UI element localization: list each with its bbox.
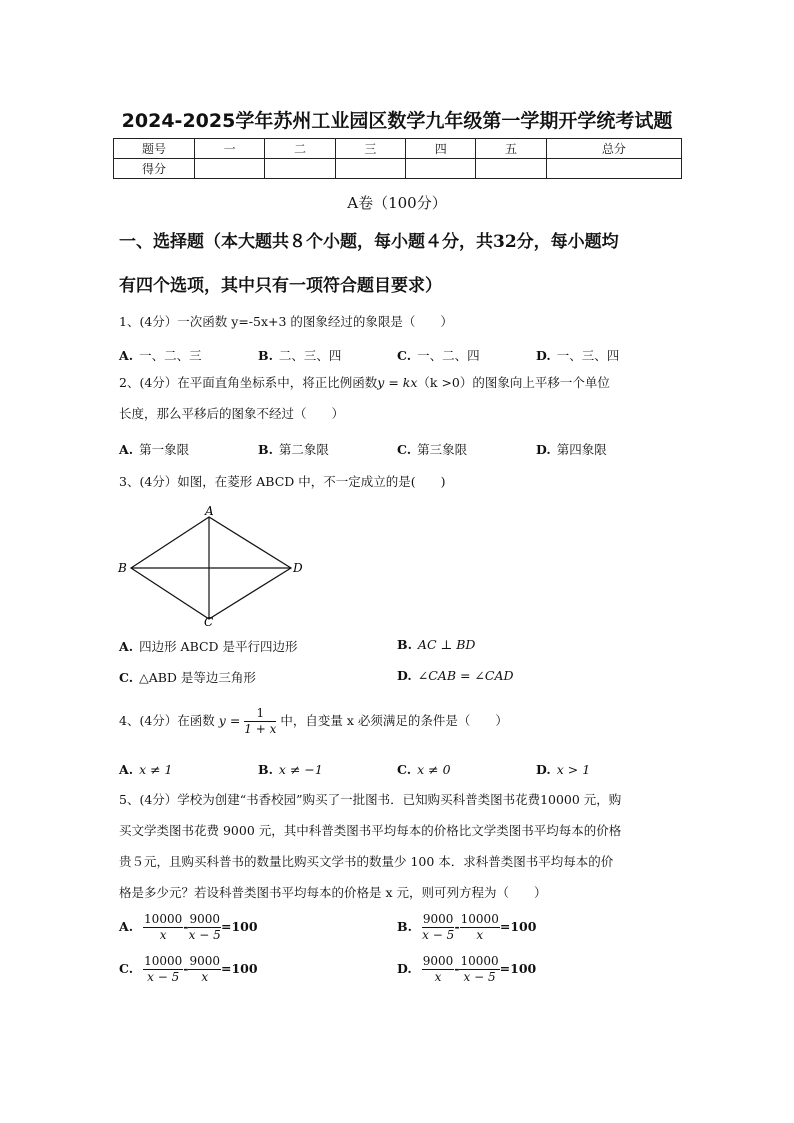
part-heading-line2: 有四个选项，其中只有一项符合题目要求） — [119, 276, 442, 296]
score-input-cell[interactable] — [195, 159, 265, 179]
vertex-label-c: C — [204, 615, 214, 627]
q1-option-c[interactable]: C. 一、二、四 — [397, 348, 480, 363]
vertex-label-a: A — [205, 505, 214, 518]
q5-option-d[interactable]: D. $\frac{9000}{x}$ - $\frac{10000}{x - 5}$ =100 — [397, 954, 537, 984]
q3-option-b[interactable]: B. AC ⊥ BD — [397, 637, 476, 652]
score-input-cell[interactable] — [265, 159, 335, 179]
table-cell: 一 — [195, 139, 265, 159]
q5-option-b[interactable]: B. $\frac{9000}{x - 5}$ - $\frac{10000}{x}$ =100 — [397, 912, 537, 942]
vertex-label-d: D — [293, 561, 303, 575]
score-input-cell[interactable] — [476, 159, 546, 179]
q4-option-d[interactable]: D. x > 1 — [536, 762, 591, 777]
q3-option-c[interactable]: C. △ABD 是等边三角形 — [119, 670, 256, 685]
table-cell: 五 — [476, 139, 546, 159]
part-heading-line1: 一、选择题（本大题共８个小题，每小题４分，共32分，每小题均 — [119, 232, 619, 252]
table-cell: 总分 — [546, 139, 681, 159]
q2-option-d[interactable]: D. 第四象限 — [536, 442, 607, 457]
q3-option-a[interactable]: A. 四边形 ABCD 是平行四边形 — [119, 639, 298, 654]
q5-option-c[interactable]: C. $\frac{10000}{x - 5}$ - $\frac{9000}{x}$ =100 — [119, 954, 258, 984]
page-title: 2024-2025学年苏州工业园区数学九年级第一学期开学统考试题 — [121, 110, 673, 132]
q5-option-a[interactable]: A. $\frac{10000}{x}$ - $\frac{9000}{x - 5}$ =100 — [119, 912, 258, 942]
score-input-cell[interactable] — [546, 159, 681, 179]
question-4-stem: 4、(4分）在函数 y = $\frac{1}{1 + x}$ 中，自变量 x 必须满足的条件是（ ） — [119, 706, 508, 736]
question-5-line4: 格是多少元？若设科普类图书平均每本的价格是 x 元，则可列方程为（ ） — [119, 885, 547, 900]
question-3-stem: 3、(4分）如图，在菱形 ABCD 中，不一定成立的是( ) — [119, 474, 446, 489]
table-cell: 二 — [265, 139, 335, 159]
score-table-score-row — [114, 159, 682, 179]
q1-option-a[interactable]: A. 一、二、三 — [119, 348, 202, 363]
question-2-stem: 2、(4分）在平面直角坐标系中，将正比例函数y = kx（k >0）的图象向上平移一个单位 — [119, 375, 610, 390]
question-1-stem: 1、(4分）一次函数 y=-5x+3 的图象经过的象限是（ ） — [119, 314, 453, 329]
q2-option-a[interactable]: A. 第一象限 — [119, 442, 190, 457]
q4-option-c[interactable]: C. x ≠ 0 — [397, 762, 451, 777]
table-cell: 三 — [335, 139, 405, 159]
q4-fraction: $\frac{1}{1 + x}$ — [244, 706, 277, 736]
q4-option-b[interactable]: B. x ≠ −1 — [258, 762, 323, 777]
table-cell: 得分 — [114, 159, 195, 179]
question-2-stem-line2: 长度，那么平移后的图象不经过（ ） — [119, 406, 345, 421]
q4-option-a[interactable]: A. x ≠ 1 — [119, 762, 173, 777]
score-table — [113, 138, 682, 179]
score-input-cell[interactable] — [335, 159, 405, 179]
score-table-header-row — [114, 139, 682, 159]
table-cell: 四 — [406, 139, 476, 159]
table-cell: 题号 — [114, 139, 195, 159]
vertex-label-b: B — [118, 561, 127, 575]
section-title: A卷（100分） — [347, 194, 447, 212]
q2-option-c[interactable]: C. 第三象限 — [397, 442, 468, 457]
q3-option-d[interactable]: D. ∠CAB = ∠CAD — [397, 668, 514, 683]
score-input-cell[interactable] — [406, 159, 476, 179]
q2-option-b[interactable]: B. 第二象限 — [258, 442, 329, 457]
q1-option-d[interactable]: D. 一、三、四 — [536, 348, 620, 363]
q1-option-b[interactable]: B. 二、三、四 — [258, 348, 342, 363]
rhombus-figure — [113, 505, 313, 627]
question-5-line1: 5、(4分）学校为创建“书香校园”购买了一批图书．已知购买科普类图书花费10000 元，购 — [119, 792, 622, 807]
question-5-line3: 贵５元，且购买科普书的数量比购买文学书的数量少 100 本．求科普类图书平均每本的价 — [119, 854, 614, 869]
question-5-line2: 买文学类图书花费 9000 元，其中科普类图书平均每本的价格比文学类图书平均每本的价格 — [119, 823, 622, 838]
